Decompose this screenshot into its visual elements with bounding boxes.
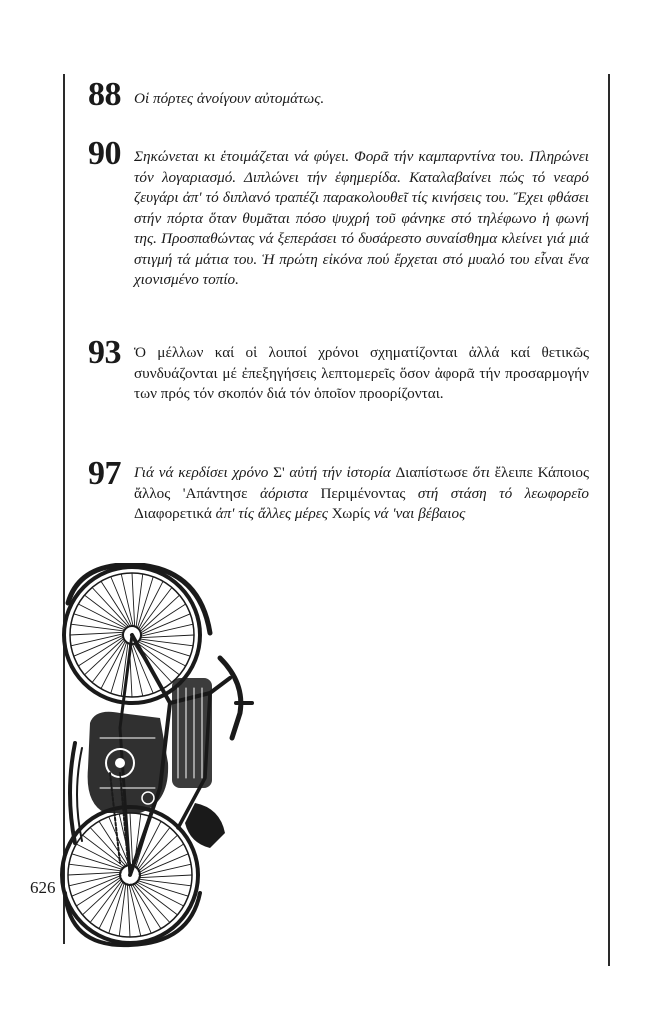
spoke: [137, 577, 153, 628]
engine: [88, 712, 169, 813]
text-fragment: Διαφορετικά: [134, 505, 212, 522]
spoke: [71, 624, 124, 631]
text-fragment: νά 'ναι βέβαιος: [369, 505, 466, 522]
spoke: [139, 875, 192, 878]
spoke: [68, 872, 121, 875]
text-fragment: Διαπίστωσε: [395, 464, 468, 481]
spoke: [136, 574, 143, 627]
entry-number: 88: [88, 76, 121, 113]
spoke: [129, 884, 141, 936]
text-fragment: Περιμένοντας: [320, 484, 406, 502]
text-fragment: ἀπ' τίς ἄλλες μέρες: [211, 505, 332, 522]
text-fragment: ἀόριστα: [247, 484, 321, 502]
spoke: [137, 880, 188, 896]
text-fragment: Γιά νά κερδίσει χρόνο: [134, 464, 274, 481]
spoke: [109, 882, 125, 933]
spoke: [70, 632, 123, 635]
spoke: [121, 574, 133, 626]
page-number: 626: [30, 878, 56, 897]
text-fragment: στή στάση τό λεωφορεῖο: [405, 484, 589, 502]
entry-number: 90: [88, 135, 121, 172]
text-fragment: ὅτι: [467, 464, 495, 481]
spoke: [127, 884, 130, 937]
spoke: [138, 879, 191, 886]
text-fragment: ἔλειπε Κάποιος ἄλλος 'Απάντησε: [134, 464, 589, 502]
spoke: [130, 813, 133, 866]
spoke: [72, 854, 123, 870]
entry-text: Ὁ μέλλων καί οἱ λοιποί χρόνοι σχηματίζονται ἀλλά καί θετικῶς συνδυάζονται μέ ἐπεξηγήσεις λεπτομερεῖς ὅσον ἀφορᾶ τήν προσαρμογήν των πρός τόν σκοπόν διά τόν ὁποῖον προορίζονται.: [134, 344, 589, 402]
text-fragment: Χωρίς: [331, 505, 370, 522]
spoke: [139, 864, 191, 876]
entry-text: Σηκώνεται κι ἑτοιμάζεται νά φύγει. Φορᾶ τήν καμπαρντίνα του. Πληρώνει τόν λογαριασμό. Διπλώνει τήν ἐφημερίδα. Καταλαβαίνει πώς τό νεαρό ζευγάρι ἀπ' τό διπλανό τραπέζι παρακολουθεῖ τίς κινήσεις του. Ἔχει φθάσει στήν πόρτα ὅταν θυμᾶται πόσο ψυχρή τοῦ φάνηκε στό τηλέφωνο ἡ φωνή της. Προσπαθώντας νά ξεπεράσει τό δυσάρεστο συναίσθημα κλείνει γιά μιά στιγμή τά μάτια του. Ἡ πρώτη εἰκόνα πού ἔρχεται στό μυαλό του εἶναι ἕνα χιονισμένο τοπίο.: [134, 148, 589, 288]
spoke: [139, 640, 190, 656]
entry-number: 97: [88, 455, 121, 492]
spoke: [119, 883, 126, 936]
spoke: [69, 864, 122, 871]
right-margin-rule: [608, 74, 610, 966]
text-fragment: Σ': [273, 464, 285, 481]
spoke: [141, 635, 194, 638]
entry-text: Οἱ πόρτες ἀνοίγουν αὐτομάτως.: [134, 90, 325, 107]
spoke: [141, 624, 193, 636]
spoke: [74, 614, 125, 630]
spoke: [140, 639, 193, 646]
spoke: [132, 573, 135, 626]
motorcycle-illustration: [60, 563, 260, 948]
text-fragment: αὐτή τήν ἱστορία: [284, 464, 396, 481]
entry-text: [134, 463, 589, 525]
spoke: [71, 634, 123, 646]
entry-number: 93: [88, 334, 121, 371]
spoke: [69, 874, 121, 886]
